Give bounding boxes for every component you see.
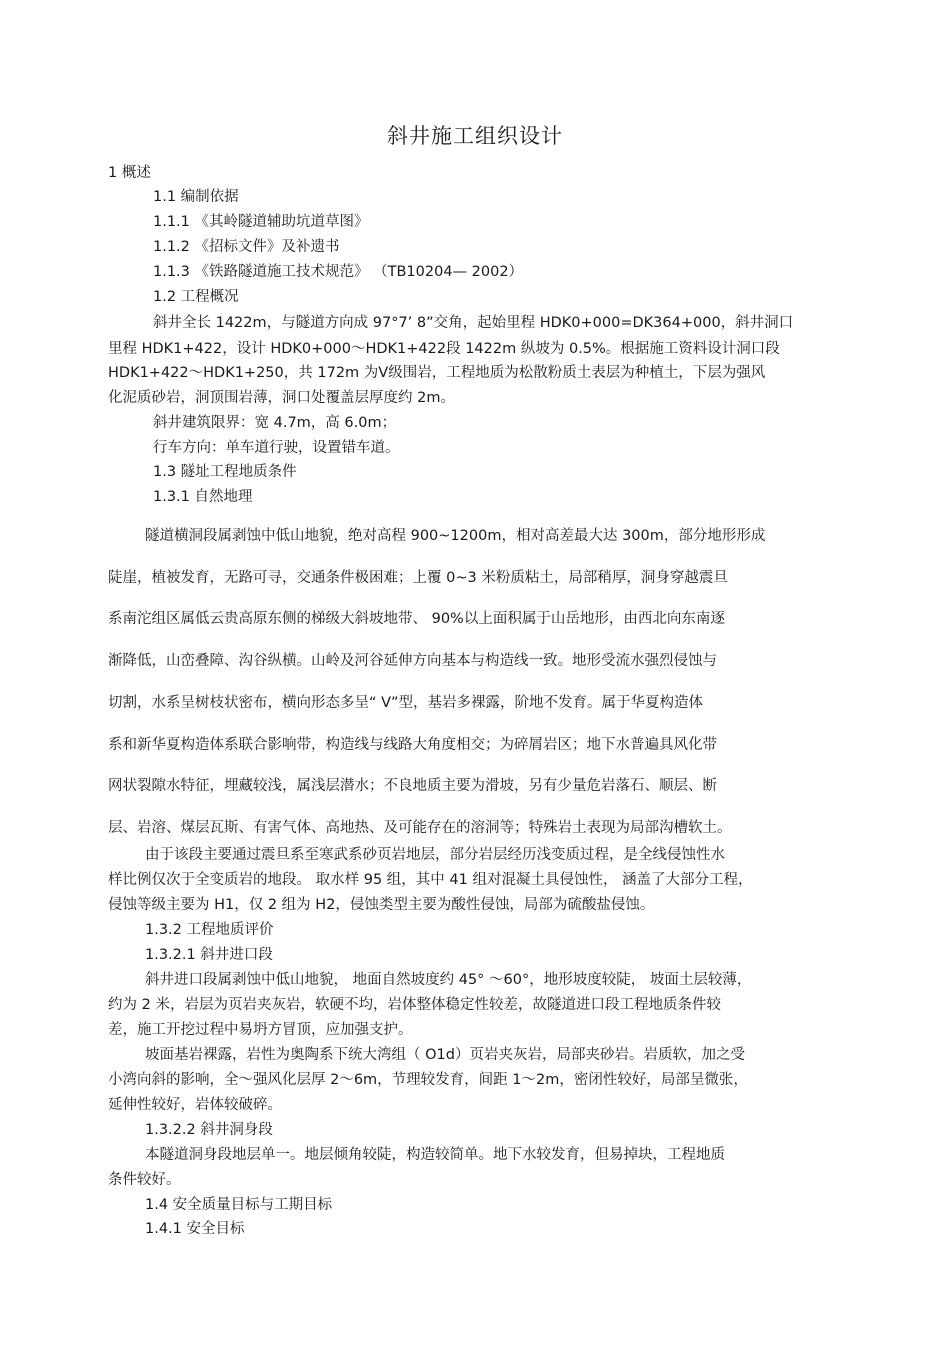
document-title: 斜井施工组织设计 — [387, 124, 563, 148]
paragraph-line: 差，施工开挖过程中易坍方冒顶，应加强支护。 — [108, 1022, 413, 1038]
paragraph-line: 斜井全长 1422m，与隧道方向成 97°7’ 8”交角，起始里程 HDK0+000=DK364+000，斜井洞口 — [153, 315, 794, 331]
section-heading-1-4: 1.4 安全质量目标与工期目标 — [145, 1197, 333, 1213]
paragraph-line: 行车方向：单车道行驶，设置错车道。 — [153, 440, 400, 456]
paragraph-line: 陡崖，植被发育，无路可寻，交通条件极困难；上覆 0~3 米粉质粘土，局部稍厚，洞身穿越震旦 — [108, 570, 728, 586]
paragraph-line: 延伸性较好，岩体较破碎。 — [108, 1097, 282, 1113]
section-heading-1-4-1: 1.4.1 安全目标 — [145, 1221, 245, 1237]
paragraph-line: 系南沱组区属低云贵高原东侧的梯级大斜坡地带、 90%以上面积属于山岳地形，由西北向东南逐 — [108, 611, 725, 627]
paragraph-line: 里程 HDK1+422，设计 HDK0+000～HDK1+422段 1422m 纵坡为 0.5%。根据施工资料设计洞口段 — [108, 341, 780, 357]
paragraph-line: 隧道横洞段属剥蚀中低山地貌，绝对高程 900~1200m，相对高差最大达 300m，部分地形形成 — [145, 528, 766, 544]
paragraph-line: 条件较好。 — [108, 1172, 181, 1188]
section-heading-1-3-2-2: 1.3.2.2 斜井洞身段 — [145, 1122, 273, 1138]
section-heading-1-1: 1.1 编制依据 — [153, 189, 239, 205]
paragraph-line: 系和新华夏构造体系联合影响带，构造线与线路大角度相交；为碎屑岩区；地下水普遍具风化带 — [108, 737, 717, 753]
list-item-1-1-2: 1.1.2 《招标文件》及补遗书 — [153, 239, 340, 255]
paragraph-line: 切割，水系呈树枝状密布，横向形态多呈“ V”型，基岩多裸露，阶地不发育。属于华夏构造体 — [108, 695, 704, 711]
list-item-1-1-3: 1.1.3 《铁路隧道施工技术规范》 （TB10204— 2002） — [153, 264, 524, 280]
paragraph-line: 化泥质砂岩，洞顶围岩薄，洞口处覆盖层厚度约 2m。 — [108, 390, 455, 406]
paragraph-line: 约为 2 米，岩层为页岩夹灰岩，软硬不均，岩体整体稳定性较差，故隧道进口段工程地质条件较 — [108, 997, 721, 1013]
section-heading-1-3-1: 1.3.1 自然地理 — [153, 489, 253, 505]
section-heading-1-3: 1.3 隧址工程地质条件 — [153, 464, 297, 480]
paragraph-line: 斜井建筑限界：宽 4.7m，高 6.0m； — [153, 415, 397, 431]
paragraph-line: HDK1+422～HDK1+250，共 172m 为Ⅴ级围岩，工程地质为松散粉质土表层为种植土，下层为强风 — [108, 365, 766, 381]
paragraph-line: 斜井进口段属剥蚀中低山地貌， 地面自然坡度约 45° ～60°，地形坡度较陡， 坡面土层较薄， — [145, 972, 752, 988]
section-heading-1-2: 1.2 工程概况 — [153, 289, 239, 305]
paragraph-line: 由于该段主要通过震旦系至寒武系砂页岩地层，部分岩层经历浅变质过程，是全线侵蚀性水 — [145, 847, 725, 863]
paragraph-line: 网状裂隙水特征，埋藏较浅，属浅层潜水；不良地质主要为滑坡，另有少量危岩落石、顺层、断 — [108, 778, 717, 794]
paragraph-line: 层、岩溶、煤层瓦斯、有害气体、高地热、及可能存在的溶洞等；特殊岩土表现为局部沟槽软土。 — [108, 820, 732, 836]
paragraph-line: 侵蚀等级主要为 H1，仅 2 组为 H2，侵蚀类型主要为酸性侵蚀，局部为硫酸盐侵蚀。 — [108, 897, 655, 913]
paragraph-line: 本隧道洞身段地层单一。地层倾角较陡，构造较简单。地下水较发育，但易掉块，工程地质 — [145, 1147, 725, 1163]
paragraph-line: 小湾向斜的影响，全～强风化层厚 2～6m，节理较发育，间距 1～2m，密闭性较好，局部呈微张， — [108, 1072, 748, 1088]
section-heading-1-3-2: 1.3.2 工程地质评价 — [145, 922, 274, 938]
paragraph-line: 渐降低，山峦叠障、沟谷纵横。山岭及河谷延伸方向基本与构造线一致。地形受流水强烈侵蚀与 — [108, 653, 717, 669]
section-heading-1: 1 概述 — [108, 165, 151, 181]
list-item-1-1-1: 1.1.1 《其岭隧道辅助坑道草图》 — [153, 214, 369, 230]
paragraph-line: 样比例仅次于全变质岩的地段。 取水样 95 组，其中 41 组对混凝土具侵蚀性， 涵盖了大部分工程， — [108, 872, 753, 888]
paragraph-line: 坡面基岩裸露，岩性为奥陶系下统大湾组（ O1d）页岩夹灰岩，局部夹砂岩。岩质软，加之受 — [145, 1047, 745, 1063]
section-heading-1-3-2-1: 1.3.2.1 斜井进口段 — [145, 947, 273, 963]
